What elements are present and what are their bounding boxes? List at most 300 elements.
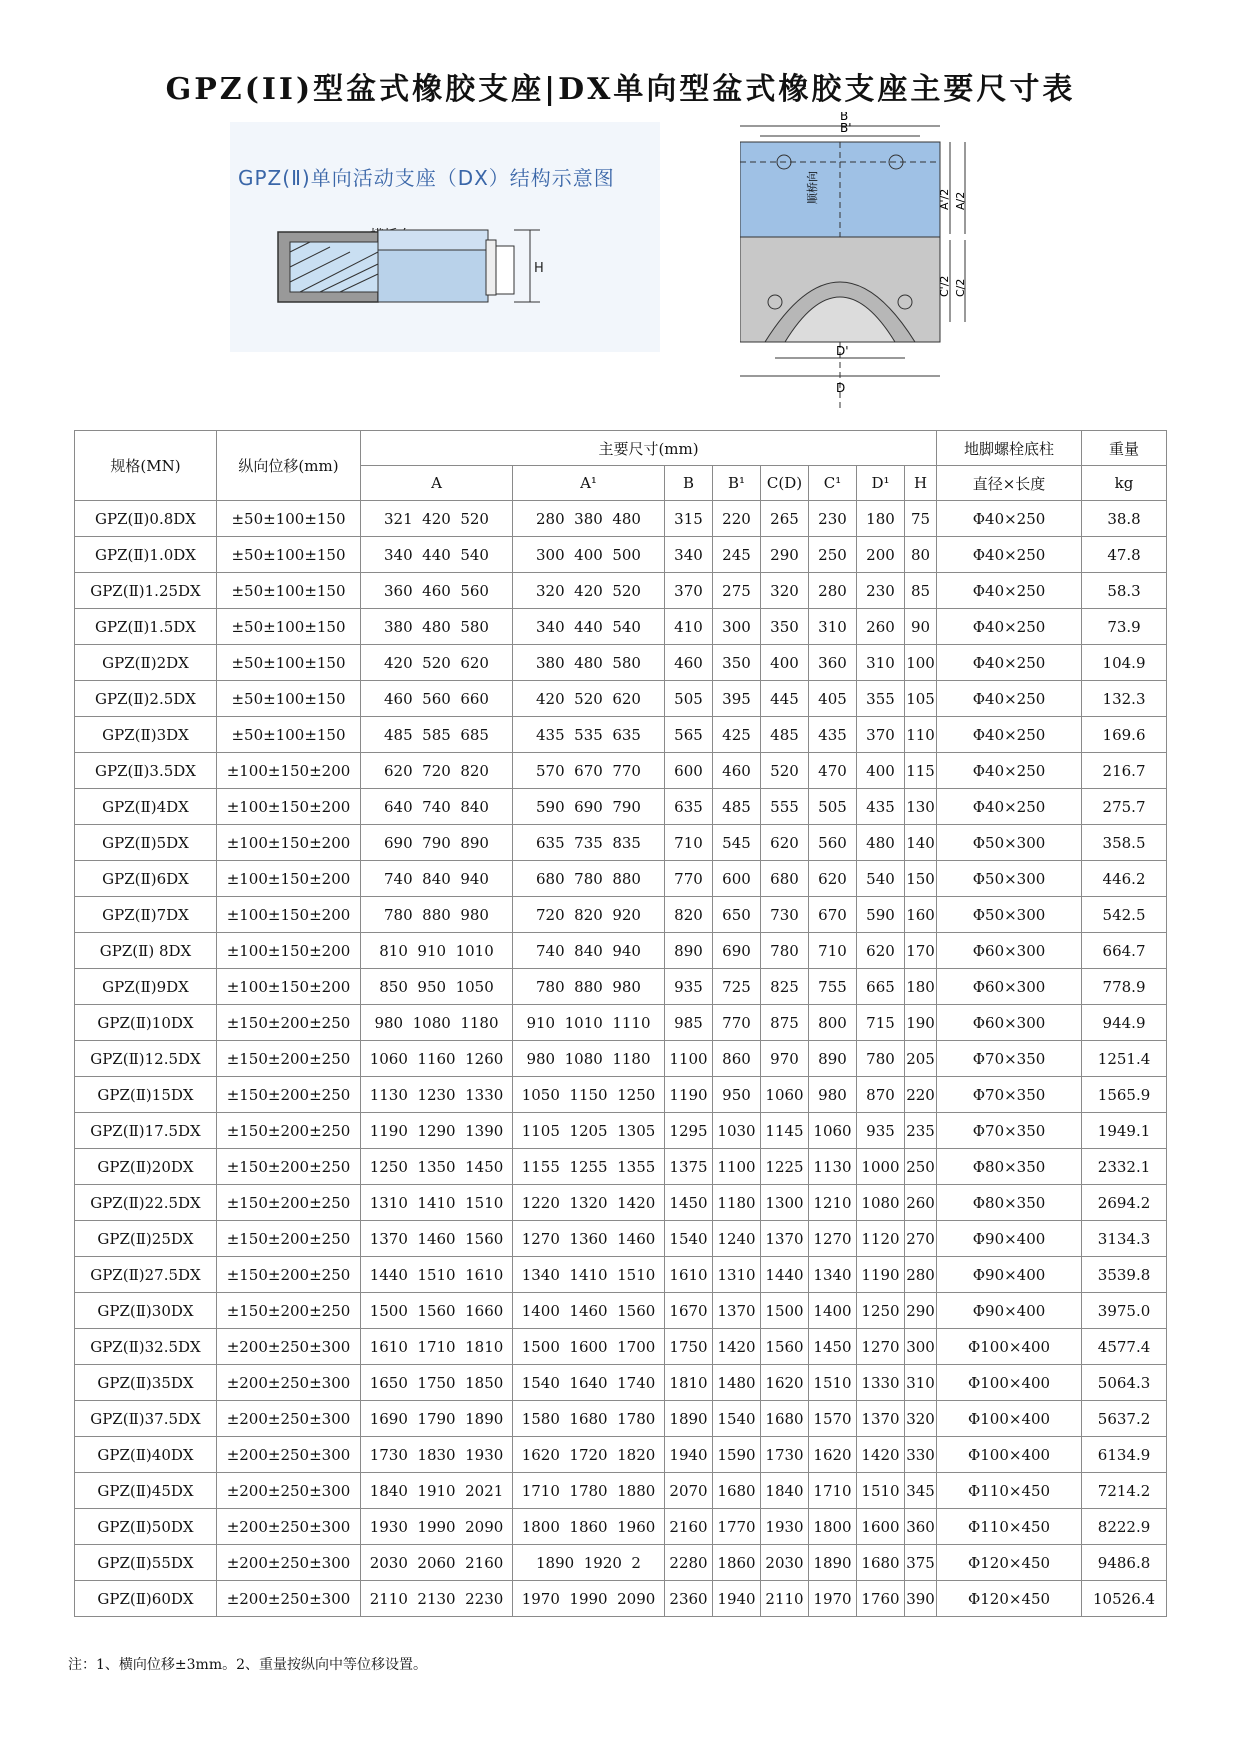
table-row xyxy=(75,861,1167,897)
cell-cd: 485 xyxy=(761,717,809,753)
header-col-b: B xyxy=(665,466,713,501)
header-main-dimensions: 主要尺寸(mm) xyxy=(361,431,937,466)
cell-d1: 1680 xyxy=(857,1545,905,1581)
table-row xyxy=(75,825,1167,861)
cell-c1: 560 xyxy=(809,825,857,861)
cell-spec: GPZ(Ⅱ)7DX xyxy=(75,897,217,933)
cell-a1: 1970 1990 2090 xyxy=(513,1581,665,1617)
cell-w: 216.7 xyxy=(1082,753,1167,789)
cell-d1: 540 xyxy=(857,861,905,897)
cell-a1: 1620 1720 1820 xyxy=(513,1437,665,1473)
cell-a1: 435 535 635 xyxy=(513,717,665,753)
label-d: D xyxy=(836,381,846,395)
cell-d1: 1420 xyxy=(857,1437,905,1473)
table-row xyxy=(75,681,1167,717)
cell-b: 600 xyxy=(665,753,713,789)
cell-bolt: Φ90×400 xyxy=(937,1257,1082,1293)
cell-b1: 1370 xyxy=(713,1293,761,1329)
cell-d1: 715 xyxy=(857,1005,905,1041)
cell-disp: ±50±100±150 xyxy=(217,537,361,573)
cell-disp: ±100±150±200 xyxy=(217,753,361,789)
cell-b: 1890 xyxy=(665,1401,713,1437)
cell-cd: 620 xyxy=(761,825,809,861)
cell-bolt: Φ60×300 xyxy=(937,969,1082,1005)
cell-w: 104.9 xyxy=(1082,645,1167,681)
cell-c1: 360 xyxy=(809,645,857,681)
cell-disp: ±200±250±300 xyxy=(217,1365,361,1401)
cell-c1: 405 xyxy=(809,681,857,717)
header-col-c1: C¹ xyxy=(809,466,857,501)
cell-w: 8222.9 xyxy=(1082,1509,1167,1545)
cell-cd: 350 xyxy=(761,609,809,645)
table-row xyxy=(75,969,1167,1005)
cell-cd: 2110 xyxy=(761,1581,809,1617)
cell-w: 38.8 xyxy=(1082,501,1167,537)
cell-bolt: Φ120×450 xyxy=(937,1545,1082,1581)
table-row xyxy=(75,1437,1167,1473)
cell-disp: ±50±100±150 xyxy=(217,501,361,537)
header-weight: 重量 xyxy=(1082,431,1167,466)
cell-bolt: Φ60×300 xyxy=(937,933,1082,969)
cell-bolt: Φ70×350 xyxy=(937,1113,1082,1149)
cell-h: 220 xyxy=(905,1077,937,1113)
figure-caption: GPZ(Ⅱ)单向活动支座（DX）结构示意图 xyxy=(238,166,615,190)
cell-spec: GPZ(Ⅱ)35DX xyxy=(75,1365,217,1401)
cell-spec: GPZ(Ⅱ)50DX xyxy=(75,1509,217,1545)
table-body xyxy=(75,501,1167,1617)
cell-b1: 650 xyxy=(713,897,761,933)
cell-b: 2280 xyxy=(665,1545,713,1581)
cell-d1: 935 xyxy=(857,1113,905,1149)
table-row xyxy=(75,717,1167,753)
cell-b: 1375 xyxy=(665,1149,713,1185)
cell-h: 100 xyxy=(905,645,937,681)
cell-spec: GPZ(Ⅱ)40DX xyxy=(75,1437,217,1473)
cell-bolt: Φ40×250 xyxy=(937,501,1082,537)
cell-cd: 680 xyxy=(761,861,809,897)
table-row xyxy=(75,501,1167,537)
cell-bolt: Φ40×250 xyxy=(937,789,1082,825)
cell-w: 5637.2 xyxy=(1082,1401,1167,1437)
cell-c1: 250 xyxy=(809,537,857,573)
cell-c1: 1210 xyxy=(809,1185,857,1221)
cell-c1: 1890 xyxy=(809,1545,857,1581)
cell-cd: 875 xyxy=(761,1005,809,1041)
cell-b: 1610 xyxy=(665,1257,713,1293)
cell-a1: 910 1010 1110 xyxy=(513,1005,665,1041)
cell-b1: 1030 xyxy=(713,1113,761,1149)
cell-bolt: Φ50×300 xyxy=(937,897,1082,933)
cell-bolt: Φ60×300 xyxy=(937,1005,1082,1041)
cell-a: 360 460 560 xyxy=(361,573,513,609)
cell-w: 132.3 xyxy=(1082,681,1167,717)
cell-a: 1370 1460 1560 xyxy=(361,1221,513,1257)
cell-disp: ±150±200±250 xyxy=(217,1293,361,1329)
cell-c1: 505 xyxy=(809,789,857,825)
cell-b: 1295 xyxy=(665,1113,713,1149)
cell-h: 270 xyxy=(905,1221,937,1257)
cell-b1: 860 xyxy=(713,1041,761,1077)
cell-b1: 425 xyxy=(713,717,761,753)
cell-bolt: Φ100×400 xyxy=(937,1401,1082,1437)
cell-d1: 200 xyxy=(857,537,905,573)
cell-b1: 1480 xyxy=(713,1365,761,1401)
cell-bolt: Φ40×250 xyxy=(937,573,1082,609)
cell-d1: 1000 xyxy=(857,1149,905,1185)
cell-spec: GPZ(Ⅱ)1.25DX xyxy=(75,573,217,609)
cell-c1: 1400 xyxy=(809,1293,857,1329)
cell-bolt: Φ100×400 xyxy=(937,1365,1082,1401)
cell-a: 1060 1160 1260 xyxy=(361,1041,513,1077)
cell-a: 420 520 620 xyxy=(361,645,513,681)
cell-d1: 1330 xyxy=(857,1365,905,1401)
cell-bolt: Φ80×350 xyxy=(937,1185,1082,1221)
cell-a: 1250 1350 1450 xyxy=(361,1149,513,1185)
cell-bolt: Φ110×450 xyxy=(937,1509,1082,1545)
cell-cd: 730 xyxy=(761,897,809,933)
cell-b1: 1540 xyxy=(713,1401,761,1437)
label-c-half: C/2 xyxy=(954,278,967,297)
cell-h: 105 xyxy=(905,681,937,717)
cell-h: 80 xyxy=(905,537,937,573)
label-c1-half: C'/2 xyxy=(938,275,951,297)
cross-section-drawing xyxy=(230,122,660,352)
cell-d1: 260 xyxy=(857,609,905,645)
cell-b: 1750 xyxy=(665,1329,713,1365)
cell-spec: GPZ(Ⅱ)2DX xyxy=(75,645,217,681)
cell-a1: 1400 1460 1560 xyxy=(513,1293,665,1329)
cell-a1: 590 690 790 xyxy=(513,789,665,825)
header-col-h: H xyxy=(905,466,937,501)
cell-b1: 275 xyxy=(713,573,761,609)
direction-label-2: 顺桥向 xyxy=(806,171,819,204)
table-row xyxy=(75,789,1167,825)
cell-bolt: Φ50×300 xyxy=(937,825,1082,861)
cell-c1: 435 xyxy=(809,717,857,753)
cell-a1: 1890 1920 2 xyxy=(513,1545,665,1581)
height-label: H xyxy=(534,261,544,276)
cell-d1: 780 xyxy=(857,1041,905,1077)
cell-h: 290 xyxy=(905,1293,937,1329)
header-col-a1: A¹ xyxy=(513,466,665,501)
table-row xyxy=(75,1473,1167,1509)
table-row xyxy=(75,1257,1167,1293)
cell-c1: 1510 xyxy=(809,1365,857,1401)
header-col-cd: C(D) xyxy=(761,466,809,501)
cell-spec: GPZ(Ⅱ)4DX xyxy=(75,789,217,825)
cell-b: 1540 xyxy=(665,1221,713,1257)
cell-a: 1690 1790 1890 xyxy=(361,1401,513,1437)
cell-spec: GPZ(Ⅱ)27.5DX xyxy=(75,1257,217,1293)
cell-bolt: Φ40×250 xyxy=(937,537,1082,573)
cell-b1: 485 xyxy=(713,789,761,825)
cell-spec: GPZ(Ⅱ)22.5DX xyxy=(75,1185,217,1221)
cell-a: 1650 1750 1850 xyxy=(361,1365,513,1401)
cell-b1: 220 xyxy=(713,501,761,537)
cell-a1: 1340 1410 1510 xyxy=(513,1257,665,1293)
cell-w: 7214.2 xyxy=(1082,1473,1167,1509)
cell-h: 390 xyxy=(905,1581,937,1617)
cell-spec: GPZ(Ⅱ)55DX xyxy=(75,1545,217,1581)
cell-b1: 245 xyxy=(713,537,761,573)
cell-a1: 1050 1150 1250 xyxy=(513,1077,665,1113)
header-col-d1: D¹ xyxy=(857,466,905,501)
cell-c1: 230 xyxy=(809,501,857,537)
cell-disp: ±150±200±250 xyxy=(217,1005,361,1041)
cell-spec: GPZ(Ⅱ)60DX xyxy=(75,1581,217,1617)
cell-d1: 180 xyxy=(857,501,905,537)
cell-b1: 1860 xyxy=(713,1545,761,1581)
cell-cd: 1060 xyxy=(761,1077,809,1113)
table-row xyxy=(75,1221,1167,1257)
cell-a: 1730 1830 1930 xyxy=(361,1437,513,1473)
cell-h: 310 xyxy=(905,1365,937,1401)
cell-spec: GPZ(Ⅱ)5DX xyxy=(75,825,217,861)
cell-a: 1610 1710 1810 xyxy=(361,1329,513,1365)
table-row xyxy=(75,1293,1167,1329)
cell-w: 2332.1 xyxy=(1082,1149,1167,1185)
cell-a: 321 420 520 xyxy=(361,501,513,537)
cell-cd: 1500 xyxy=(761,1293,809,1329)
cell-cd: 1730 xyxy=(761,1437,809,1473)
cell-c1: 1970 xyxy=(809,1581,857,1617)
cell-w: 3539.8 xyxy=(1082,1257,1167,1293)
cell-b1: 1590 xyxy=(713,1437,761,1473)
cell-bolt: Φ40×250 xyxy=(937,717,1082,753)
cell-h: 360 xyxy=(905,1509,937,1545)
table-row xyxy=(75,1041,1167,1077)
cell-c1: 1130 xyxy=(809,1149,857,1185)
cell-w: 4577.4 xyxy=(1082,1329,1167,1365)
cell-a: 780 880 980 xyxy=(361,897,513,933)
cell-a: 980 1080 1180 xyxy=(361,1005,513,1041)
cell-d1: 1760 xyxy=(857,1581,905,1617)
cell-b: 710 xyxy=(665,825,713,861)
cell-d1: 480 xyxy=(857,825,905,861)
cell-h: 235 xyxy=(905,1113,937,1149)
cell-spec: GPZ(Ⅱ)6DX xyxy=(75,861,217,897)
cell-disp: ±200±250±300 xyxy=(217,1401,361,1437)
cell-b1: 545 xyxy=(713,825,761,861)
cell-cd: 1145 xyxy=(761,1113,809,1149)
cell-h: 375 xyxy=(905,1545,937,1581)
cell-a1: 570 670 770 xyxy=(513,753,665,789)
footnote: 注：1、横向位移±3mm。2、重量按纵向中等位移设置。 xyxy=(68,1657,428,1673)
cell-w: 944.9 xyxy=(1082,1005,1167,1041)
cell-b: 890 xyxy=(665,933,713,969)
cell-w: 58.3 xyxy=(1082,573,1167,609)
cell-spec: GPZ(Ⅱ)25DX xyxy=(75,1221,217,1257)
cell-c1: 1340 xyxy=(809,1257,857,1293)
cell-cd: 320 xyxy=(761,573,809,609)
dimension-table xyxy=(74,430,1167,1617)
label-b1: B' xyxy=(840,121,852,135)
cell-a: 740 840 940 xyxy=(361,861,513,897)
cell-a1: 320 420 520 xyxy=(513,573,665,609)
cell-w: 2694.2 xyxy=(1082,1185,1167,1221)
label-a-half: A/2 xyxy=(954,191,967,210)
cell-b: 2070 xyxy=(665,1473,713,1509)
cell-disp: ±50±100±150 xyxy=(217,645,361,681)
header-bolt: 地脚螺栓底柱 xyxy=(937,431,1082,466)
cell-b1: 1180 xyxy=(713,1185,761,1221)
cell-b1: 395 xyxy=(713,681,761,717)
cell-disp: ±200±250±300 xyxy=(217,1581,361,1617)
cell-w: 275.7 xyxy=(1082,789,1167,825)
table-row xyxy=(75,1545,1167,1581)
cell-a: 460 560 660 xyxy=(361,681,513,717)
cell-disp: ±100±150±200 xyxy=(217,789,361,825)
cell-b: 1100 xyxy=(665,1041,713,1077)
cell-h: 300 xyxy=(905,1329,937,1365)
cell-h: 90 xyxy=(905,609,937,645)
cell-a1: 1105 1205 1305 xyxy=(513,1113,665,1149)
cell-bolt: Φ40×250 xyxy=(937,609,1082,645)
cell-disp: ±100±150±200 xyxy=(217,861,361,897)
cell-h: 260 xyxy=(905,1185,937,1221)
cell-cd: 1300 xyxy=(761,1185,809,1221)
table-row xyxy=(75,1401,1167,1437)
table-row xyxy=(75,573,1167,609)
table-row xyxy=(75,897,1167,933)
cell-a: 690 790 890 xyxy=(361,825,513,861)
cell-spec: GPZ(Ⅱ)1.0DX xyxy=(75,537,217,573)
cell-c1: 1710 xyxy=(809,1473,857,1509)
cell-a1: 1580 1680 1780 xyxy=(513,1401,665,1437)
cell-cd: 265 xyxy=(761,501,809,537)
cell-b: 1810 xyxy=(665,1365,713,1401)
cell-d1: 590 xyxy=(857,897,905,933)
cell-b: 820 xyxy=(665,897,713,933)
table-row xyxy=(75,1509,1167,1545)
cell-a1: 680 780 880 xyxy=(513,861,665,897)
cell-a: 850 950 1050 xyxy=(361,969,513,1005)
cell-disp: ±150±200±250 xyxy=(217,1041,361,1077)
cell-b: 460 xyxy=(665,645,713,681)
cell-b1: 725 xyxy=(713,969,761,1005)
cell-b1: 350 xyxy=(713,645,761,681)
cell-bolt: Φ80×350 xyxy=(937,1149,1082,1185)
cell-disp: ±200±250±300 xyxy=(217,1473,361,1509)
cell-c1: 755 xyxy=(809,969,857,1005)
cell-c1: 890 xyxy=(809,1041,857,1077)
cell-w: 446.2 xyxy=(1082,861,1167,897)
cell-b: 340 xyxy=(665,537,713,573)
cell-disp: ±100±150±200 xyxy=(217,969,361,1005)
cell-h: 170 xyxy=(905,933,937,969)
cell-spec: GPZ(Ⅱ)45DX xyxy=(75,1473,217,1509)
cell-h: 345 xyxy=(905,1473,937,1509)
cell-bolt: Φ40×250 xyxy=(937,753,1082,789)
cell-w: 47.8 xyxy=(1082,537,1167,573)
header-displacement: 纵向位移(mm) xyxy=(217,431,361,501)
table-row xyxy=(75,753,1167,789)
cell-cd: 1680 xyxy=(761,1401,809,1437)
cell-b: 985 xyxy=(665,1005,713,1041)
cell-a1: 1800 1860 1960 xyxy=(513,1509,665,1545)
cell-cd: 520 xyxy=(761,753,809,789)
cell-w: 3975.0 xyxy=(1082,1293,1167,1329)
cell-a1: 1220 1320 1420 xyxy=(513,1185,665,1221)
cell-disp: ±50±100±150 xyxy=(217,609,361,645)
cell-w: 778.9 xyxy=(1082,969,1167,1005)
cell-a1: 780 880 980 xyxy=(513,969,665,1005)
cell-spec: GPZ(Ⅱ)10DX xyxy=(75,1005,217,1041)
cell-cd: 400 xyxy=(761,645,809,681)
header-weight-unit: kg xyxy=(1082,466,1167,501)
cell-cd: 1560 xyxy=(761,1329,809,1365)
cell-cd: 780 xyxy=(761,933,809,969)
cell-a1: 340 440 540 xyxy=(513,609,665,645)
cell-cd: 445 xyxy=(761,681,809,717)
cell-c1: 980 xyxy=(809,1077,857,1113)
cell-a: 640 740 840 xyxy=(361,789,513,825)
cell-a: 340 440 540 xyxy=(361,537,513,573)
cell-d1: 1120 xyxy=(857,1221,905,1257)
cell-a1: 280 380 480 xyxy=(513,501,665,537)
cell-b: 370 xyxy=(665,573,713,609)
cell-b: 635 xyxy=(665,789,713,825)
cell-b1: 1240 xyxy=(713,1221,761,1257)
cell-h: 140 xyxy=(905,825,937,861)
cell-w: 1565.9 xyxy=(1082,1077,1167,1113)
cell-bolt: Φ110×450 xyxy=(937,1473,1082,1509)
cell-h: 130 xyxy=(905,789,937,825)
structure-diagram-figure xyxy=(230,122,660,352)
cell-bolt: Φ50×300 xyxy=(937,861,1082,897)
cell-w: 10526.4 xyxy=(1082,1581,1167,1617)
cell-a1: 980 1080 1180 xyxy=(513,1041,665,1077)
cell-h: 280 xyxy=(905,1257,937,1293)
cell-d1: 400 xyxy=(857,753,905,789)
cell-w: 9486.8 xyxy=(1082,1545,1167,1581)
cell-b: 770 xyxy=(665,861,713,897)
cell-bolt: Φ100×400 xyxy=(937,1437,1082,1473)
cell-cd: 555 xyxy=(761,789,809,825)
cell-c1: 620 xyxy=(809,861,857,897)
plan-view-figure xyxy=(740,112,1000,422)
cell-spec: GPZ(Ⅱ)9DX xyxy=(75,969,217,1005)
cell-b: 935 xyxy=(665,969,713,1005)
cell-a1: 1710 1780 1880 xyxy=(513,1473,665,1509)
cell-b1: 1680 xyxy=(713,1473,761,1509)
cell-disp: ±200±250±300 xyxy=(217,1509,361,1545)
cell-d1: 1510 xyxy=(857,1473,905,1509)
cell-w: 6134.9 xyxy=(1082,1437,1167,1473)
table-row xyxy=(75,1005,1167,1041)
cell-b1: 1100 xyxy=(713,1149,761,1185)
cell-w: 5064.3 xyxy=(1082,1365,1167,1401)
cell-cd: 290 xyxy=(761,537,809,573)
cell-disp: ±50±100±150 xyxy=(217,573,361,609)
cell-b: 1940 xyxy=(665,1437,713,1473)
table-row xyxy=(75,645,1167,681)
cell-spec: GPZ(Ⅱ)3.5DX xyxy=(75,753,217,789)
cell-c1: 800 xyxy=(809,1005,857,1041)
cell-spec: GPZ(Ⅱ)0.8DX xyxy=(75,501,217,537)
label-d1: D' xyxy=(836,344,849,358)
table-row xyxy=(75,609,1167,645)
cell-a: 1130 1230 1330 xyxy=(361,1077,513,1113)
cell-a1: 720 820 920 xyxy=(513,897,665,933)
cell-a: 485 585 685 xyxy=(361,717,513,753)
cell-w: 73.9 xyxy=(1082,609,1167,645)
cell-b1: 1420 xyxy=(713,1329,761,1365)
table-row xyxy=(75,933,1167,969)
cell-cd: 1620 xyxy=(761,1365,809,1401)
header-col-b1: B¹ xyxy=(713,466,761,501)
cell-disp: ±200±250±300 xyxy=(217,1329,361,1365)
